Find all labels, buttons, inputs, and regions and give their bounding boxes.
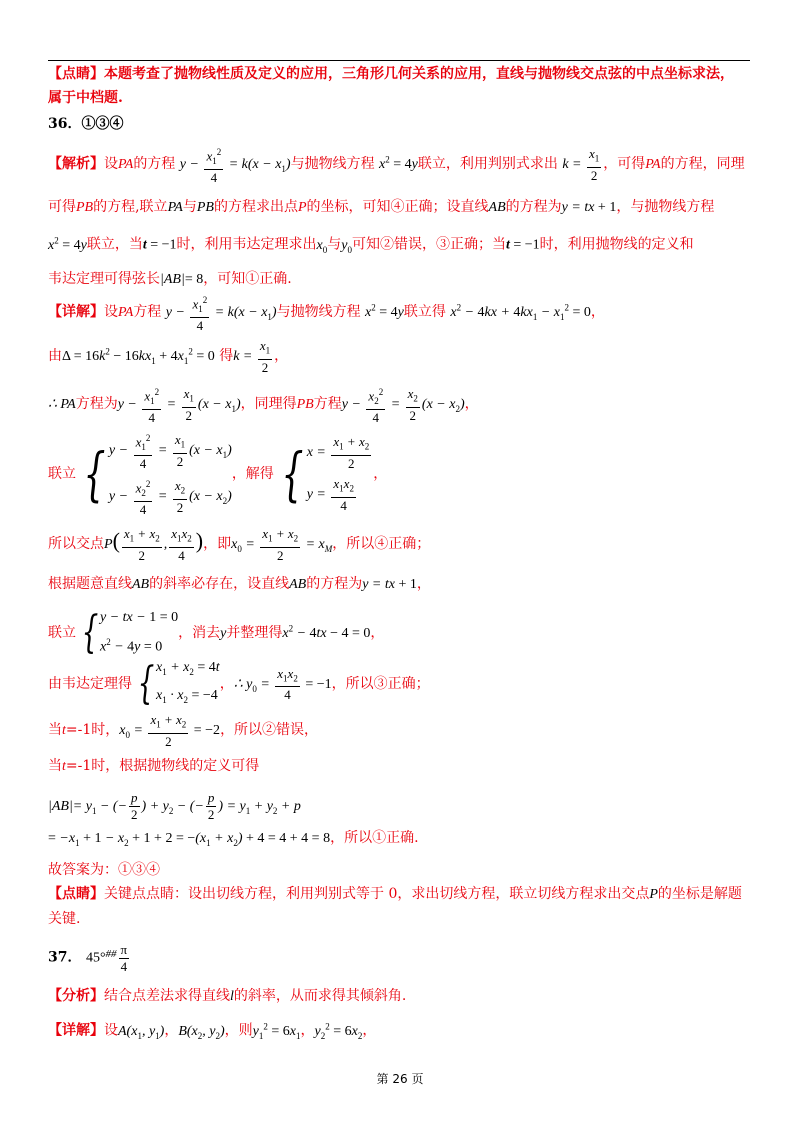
- q36-answer-line: [48, 112, 753, 136]
- q36-line-ab: 根据题意直线AB的斜率必存在，设直线AB的方程为y = tx + 1，: [48, 576, 431, 592]
- q36-comment: 【点睛】关键点点睛：设出切线方程，利用判别式等于 0，求出切线方程，联立切线方程求出交点P的坐标是解题 关键.: [48, 886, 742, 927]
- q36-analysis: 【解析】设PA的方程 y − $\frac{x_1^2}{4}$ = $k(x - x_1)$与抛物线方程 $x^2 = 4y$联立，利用判别式求出 k = $\frac{x_1}{2}$ ，可得PA的方程，同理 可得PB的方程,联立PA与PB的方程求出点P的坐标，可知④正确；设直线AB的方程为y = tx + 1，与抛物线方程 $x^2 = 4y$联立，当t = −1时，利用韦达定理求出$x_0$与$y_0$可知②错误，③正确；当t = −1时，利用抛物线的定义和 韦达定理可得弦长|AB|= 8，可知①正确.: [48, 140, 753, 295]
- q36-system-line: 联立 { y − $\frac{x_1^2}{4}$ = $\frac{x_1}{2}$ $(x - x_1)$ y − $\frac{x_2^2}{4}$ = $\frac{x_2}{2}$ $(x - x_2)$ ，解得 { x = $\frac{x_1 + x_2}{2}$ y = $\frac{x_1x_2}{4}$ ，: [48, 430, 753, 518]
- q36-detail-label: 【详解】: [48, 304, 104, 321]
- q36-t-case1: 当t=-1时，$x_0$ = $\frac{x_1 + x_2}{2}$ = −2，所以②错误，: [48, 712, 319, 749]
- page-footer: 第 26 页: [376, 1072, 424, 1086]
- q36-answer: ①③④: [81, 116, 124, 132]
- q37-number: 37．: [48, 949, 82, 966]
- q36-ab-eq1: $|AB|= y_1$ − (− $\frac{p}{2}$ ) + $y_2$ − (− $\frac{p}{2}$ ) = $y_1 + y_2 + p$: [48, 790, 301, 822]
- q36-t-case2: 当t=-1时，根据抛物线的定义可得: [48, 758, 260, 774]
- q36-intersection-line: 所以交点P( $\frac{x_1 + x_2}{2}$ , $\frac{x_1x_2}{4}$ )，即$x_0$ = $\frac{x_1 + x_2}{2}$ = $x_M$，所以④正确；: [48, 526, 431, 563]
- header-rule: [48, 60, 750, 61]
- q37-answer-line: 37． 45°## $\frac{\pi}{4}$: [48, 942, 128, 974]
- q37-detail: 【详解】设$A(x_1$, $y_1$)，$B(x_2$, $y_2$)，则$y_1^2 = 6x_1$，$y_2^2 = 6x_2$，: [48, 1021, 377, 1041]
- q36-comment-label: 【点睛】: [48, 886, 104, 902]
- q36-detail: 【详解】设PA方程 y − $\frac{x_1^2}{4}$ = $k(x - x_1)$与抛物线方程 $x^2 = 4y$联立得 $x^2 - 4kx + 4kx_1 - x_1^2 = 0$，: [48, 292, 753, 334]
- q36-delta-line: 由$\Delta = 16k^2 - 16kx_1 + 4x_1^2 = 0$ 得k = $\frac{x_1}{2}$ ，: [48, 338, 289, 375]
- q36-pa-line: ∴ PA方程为y − $\frac{x_1^2}{4}$ = $\frac{x_1}{2}$ $(x - x_1)$，同理得PB方程y − $\frac{x_2^2}{4}$ = $\frac{x_2}{2}$ $(x - x_2)$，: [48, 384, 753, 426]
- q36-ab-eq2: = $-x_1 + 1 - x_2 + 1 + 2 = -(x_1 + x_2) + 4 = 4 + 4 = 8$，所以①正确.: [48, 830, 419, 848]
- prev-comment-line2: 属于中档题.: [48, 90, 123, 106]
- q36-vieta-line: 由韦达定理得 { $x_1 + x_2 = 4t$ $x_1 \cdot x_2 = -4$ ，∴ $y_0$ = $\frac{x_1x_2}{4}$ = −1，所以③正确；: [48, 657, 430, 709]
- q36-final: 故答案为：①③④: [48, 862, 160, 878]
- q37-answer-a: 45°: [85, 950, 106, 966]
- q36-number: 36．: [48, 116, 82, 132]
- q37-analysis: 【分析】结合点差法求得直线l的斜率，从而求得其倾斜角.: [48, 988, 407, 1004]
- prev-comment: [48, 62, 753, 110]
- prev-comment-line1: 【点睛】本题考查了抛物线性质及定义的应用，三角形几何关系的应用，直线与抛物线交点弦的中点坐标求法，: [48, 66, 734, 82]
- q36-system2-line: 联立 { y − tx − 1 = 0 $x^2 - 4y = 0$ ，消去y并整理得$x^2 - 4tx - 4 = 0$，: [48, 606, 385, 658]
- q36-analysis-label: 【解析】: [48, 156, 104, 173]
